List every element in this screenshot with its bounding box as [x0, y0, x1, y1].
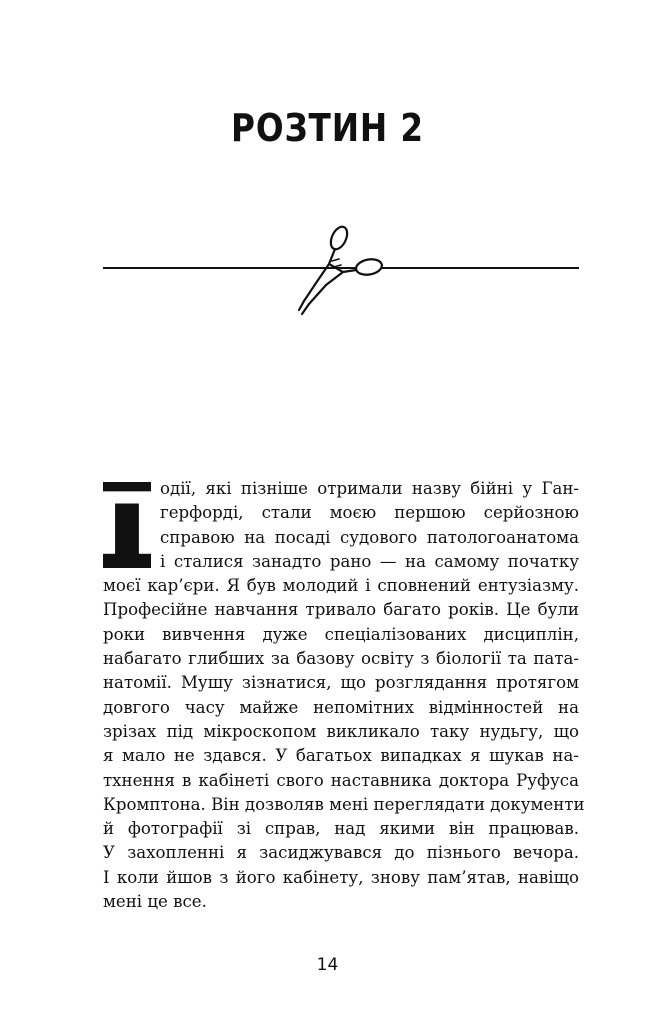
text-line: набагато глибших за базову освіту з біології та пата-: [103, 649, 579, 669]
text-line: герфорді, стали моєю першою серйозною: [160, 503, 579, 523]
text-line: одії, які пізніше отримали назву бійні у Ган-: [160, 479, 579, 498]
text-line: моєї кар’єри. Я був молодий і сповнений ентузіазму.: [103, 576, 579, 596]
forceps-icon: [103, 218, 579, 318]
text-line: мені це все.: [103, 892, 207, 912]
text-line: тхнення в кабінеті свого наставника доктора Руфуса: [103, 770, 579, 790]
text-line: У захопленні я засиджувався до пізнього вечора.: [103, 843, 579, 863]
text-line: Професійне навчання тривало багато років. Це були: [103, 600, 579, 620]
text-line: І коли йшов з його кабінету, знову пам’ятав, навіщо: [103, 867, 579, 887]
text-line: і сталися занадто рано — на самому початку: [160, 551, 579, 571]
text-line: роки вивчення дуже спеціалізованих дисциплін,: [103, 624, 579, 644]
text-line: й фотографії зі справ, над якими він працював.: [103, 819, 579, 839]
text-line: зрізах під мікроскопом викликало таку нудьгу, що: [103, 721, 579, 741]
text-line: справою на посаді судового патологоанатома: [160, 527, 579, 547]
chapter-title: РОЗТИН 2: [231, 106, 424, 150]
text-line: довгого часу майже непомітних відмінностей на: [103, 697, 579, 717]
text-line: Кромптона. Він дозволяв мені переглядати документи: [103, 794, 585, 814]
page-number: 14: [316, 955, 339, 975]
drop-cap: П: [91, 475, 163, 575]
text-line: я мало не здався. У багатьох випадках я шукав на-: [103, 746, 579, 766]
text-line: натомії. Мушу зізнатися, що розглядання протягом: [103, 673, 579, 693]
body-text: [91, 475, 585, 914]
